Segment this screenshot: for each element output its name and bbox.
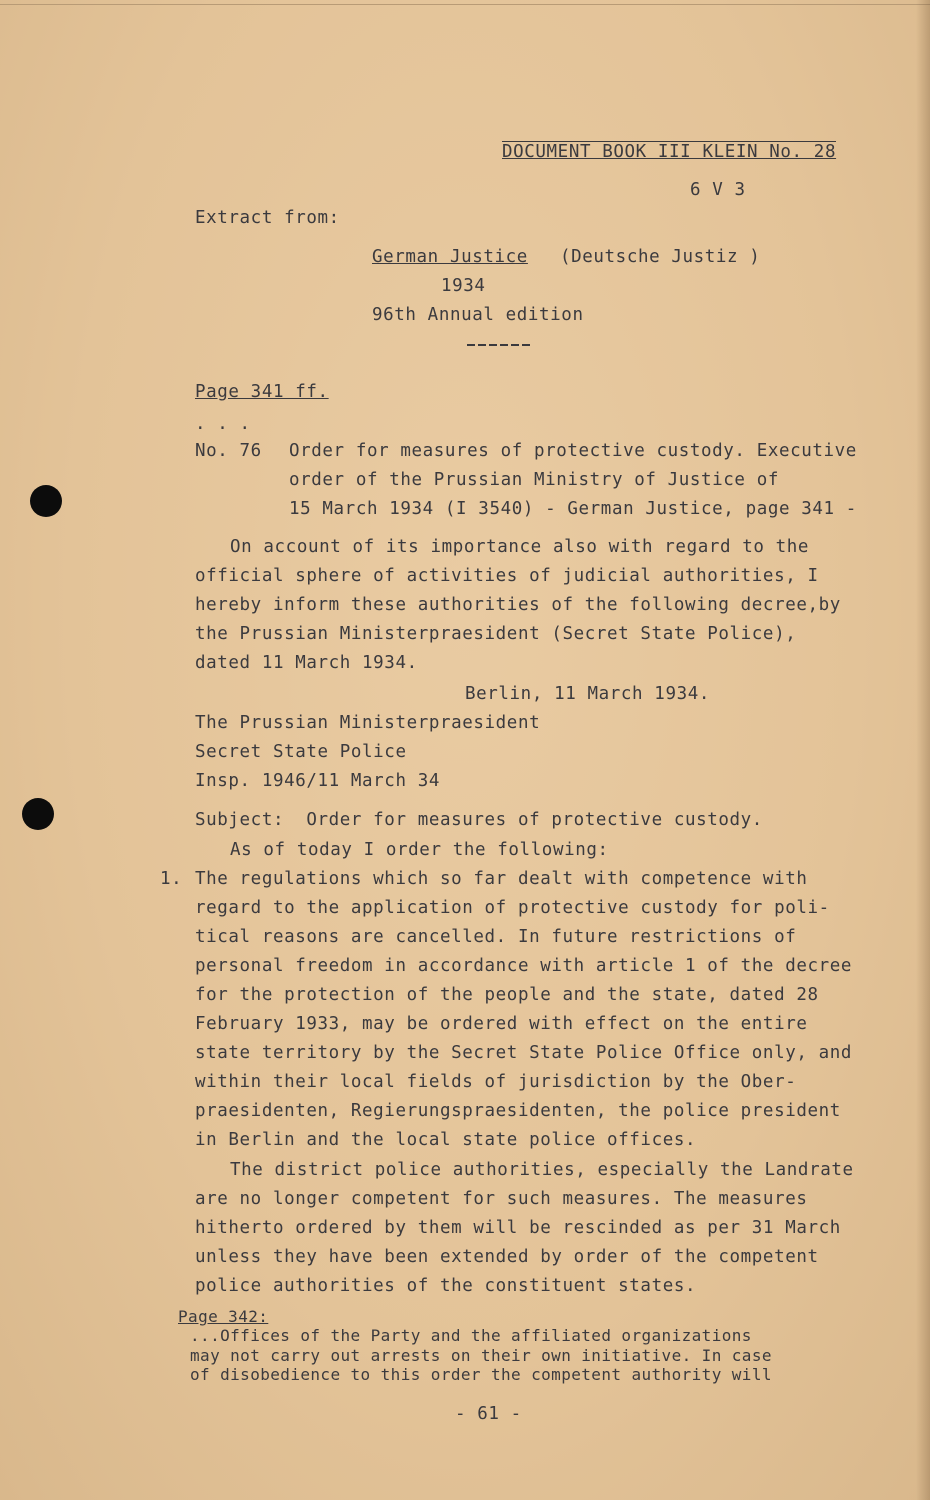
paragraph-line: The district police authorities, especially the Landrate bbox=[230, 1160, 854, 1180]
item-line: state territory by the Secret State Police Office only, and bbox=[195, 1043, 853, 1063]
order-title-line: Order for measures of protective custody. Executive bbox=[289, 441, 857, 461]
item-line: February 1933, may be ordered with effect on the entire bbox=[195, 1014, 808, 1034]
decree-place-date: Berlin, 11 March 1934. bbox=[465, 684, 710, 704]
continuation-page-reference: Page 342: bbox=[178, 1307, 269, 1326]
item-line: personal freedom in accordance with article 1 of the decree bbox=[195, 956, 853, 976]
item-line: within their local fields of jurisdiction by the Ober- bbox=[195, 1072, 797, 1092]
item-line: in Berlin and the local state police offices. bbox=[195, 1130, 697, 1150]
top-edge bbox=[0, 4, 930, 5]
item-line: for the protection of the people and the state, dated 28 bbox=[195, 985, 819, 1005]
order-title-line: 15 March 1934 (I 3540) - German Justice, page 341 - bbox=[289, 499, 857, 519]
separator-dashes bbox=[467, 344, 533, 346]
subject-line: Subject: Order for measures of protective custody. bbox=[195, 810, 763, 830]
intro-line: official sphere of activities of judicial authorities, I bbox=[195, 566, 819, 586]
page-reference: Page 341 ff. bbox=[195, 382, 329, 402]
item-number: 1. bbox=[160, 869, 183, 889]
paragraph-line: hitherto ordered by them will be rescinded as per 31 March bbox=[195, 1218, 841, 1238]
punch-hole-top bbox=[30, 485, 62, 517]
page-edge-shadow bbox=[916, 0, 930, 1500]
issuer-line: Insp. 1946/11 March 34 bbox=[195, 771, 440, 791]
publication-edition: 96th Annual edition bbox=[372, 305, 584, 325]
page-number: - 61 - bbox=[455, 1404, 522, 1424]
publication-german-title: (Deutsche Justiz ) bbox=[560, 247, 761, 267]
item-line: tical reasons are cancelled. In future restrictions of bbox=[195, 927, 797, 947]
continuation-line: ...Offices of the Party and the affiliated organizations bbox=[190, 1326, 752, 1345]
continuation-line: may not carry out arrests on their own initiative. In case bbox=[190, 1346, 772, 1365]
intro-line: the Prussian Ministerpraesident (Secret State Police), bbox=[195, 624, 797, 644]
item-line: praesidenten, Regierungspraesidenten, the police president bbox=[195, 1101, 841, 1121]
continuation-line: of disobedience to this order the competent authority will bbox=[190, 1365, 772, 1384]
item-line: regard to the application of protective custody for poli- bbox=[195, 898, 830, 918]
order-title-line: order of the Prussian Ministry of Justice of bbox=[289, 470, 779, 490]
issuer-line: Secret State Police bbox=[195, 742, 407, 762]
issuer-line: The Prussian Ministerpraesident bbox=[195, 713, 541, 733]
publication-year: 1934 bbox=[441, 276, 486, 296]
paragraph-line: are no longer competent for such measures. The measures bbox=[195, 1189, 808, 1209]
publication-title: German Justice bbox=[372, 247, 528, 267]
paragraph-line: unless they have been extended by order of the competent bbox=[195, 1247, 819, 1267]
document-reference: DOCUMENT BOOK III KLEIN No. 28 bbox=[502, 142, 837, 162]
item-line: The regulations which so far dealt with competence with bbox=[195, 869, 808, 889]
ellipsis: . . . bbox=[195, 414, 251, 434]
paragraph-line: police authorities of the constituent states. bbox=[195, 1276, 697, 1296]
document-code: 6 V 3 bbox=[690, 180, 746, 200]
order-number: No. 76 bbox=[195, 441, 262, 461]
punch-hole-bottom bbox=[22, 798, 54, 830]
intro-line: On account of its importance also with regard to the bbox=[230, 537, 810, 557]
intro-line: hereby inform these authorities of the following decree,by bbox=[195, 595, 841, 615]
intro-line: dated 11 March 1934. bbox=[195, 653, 418, 673]
lead-line: As of today I order the following: bbox=[230, 840, 609, 860]
extract-label: Extract from: bbox=[195, 208, 340, 228]
